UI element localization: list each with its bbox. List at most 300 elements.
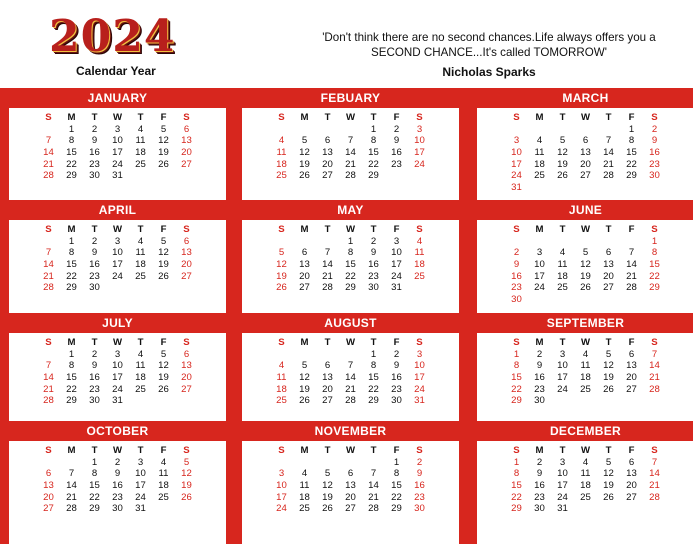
- day-cell: 6: [628, 348, 635, 360]
- day-cell: 5: [160, 235, 167, 247]
- weekday-header: S: [278, 337, 285, 348]
- day-cell: 10: [511, 147, 522, 159]
- day-cell: 11: [276, 372, 287, 384]
- day-cell: 10: [112, 135, 123, 147]
- day-cell: 15: [649, 259, 660, 271]
- day-cell: 4: [278, 135, 285, 147]
- day-cell: 19: [299, 158, 310, 170]
- day-cell: 28: [43, 170, 54, 182]
- month-title: APRIL: [98, 203, 137, 217]
- day-cell: 25: [135, 383, 146, 395]
- day-cell: 1: [628, 123, 635, 135]
- month-body: [477, 333, 693, 421]
- day-cell: 18: [135, 259, 146, 271]
- weekday-header: W: [112, 337, 123, 348]
- day-cell: 15: [368, 147, 379, 159]
- day-cell: 9: [393, 135, 400, 147]
- day-cell: 23: [511, 282, 522, 294]
- day-cell: 31: [414, 395, 425, 407]
- day-cell: 29: [345, 282, 356, 294]
- day-cell: 1: [68, 235, 75, 247]
- day-cell: 13: [322, 372, 333, 384]
- day-cell: 26: [181, 491, 192, 503]
- weekday-header: T: [559, 112, 566, 123]
- day-cell: 10: [414, 135, 425, 147]
- empty-cell: [37, 124, 60, 136]
- day-cell: 31: [391, 282, 402, 294]
- month-body: [9, 441, 226, 544]
- day-cell: 9: [91, 135, 98, 147]
- weekday-header: T: [559, 224, 566, 235]
- day-cell: 21: [345, 158, 356, 170]
- empty-cell: [293, 236, 316, 248]
- weekday-header: M: [67, 112, 76, 123]
- day-cell: 18: [580, 480, 591, 492]
- day-cell: 11: [135, 135, 146, 147]
- weekday-header: T: [91, 337, 98, 348]
- day-cell: 23: [414, 491, 425, 503]
- day-cell: 25: [414, 270, 425, 282]
- weekday-header: T: [605, 224, 612, 235]
- day-cell: 28: [368, 503, 379, 515]
- day-cell: 31: [112, 170, 123, 182]
- day-cell: 5: [183, 456, 190, 468]
- day-cell: 17: [112, 259, 123, 271]
- day-cell: 19: [322, 491, 333, 503]
- day-cell: 8: [393, 468, 400, 480]
- day-cell: 15: [66, 259, 77, 271]
- day-cell: 4: [536, 135, 543, 147]
- day-cell: 14: [43, 259, 54, 271]
- weekday-header: S: [278, 224, 285, 235]
- day-cell: 14: [345, 147, 356, 159]
- day-cell: 19: [603, 372, 614, 384]
- weekday-header: W: [345, 337, 356, 348]
- day-cell: 5: [605, 456, 612, 468]
- month-body: [9, 333, 226, 421]
- day-cell: 23: [368, 270, 379, 282]
- month-title: JANUARY: [87, 91, 148, 105]
- empty-cell: [316, 457, 339, 469]
- day-cell: 6: [628, 456, 635, 468]
- weekday-header: F: [628, 224, 635, 235]
- day-cell: 16: [534, 480, 545, 492]
- day-cell: 31: [557, 503, 568, 515]
- day-cell: 13: [299, 259, 310, 271]
- day-cell: 21: [43, 270, 54, 282]
- day-cell: 19: [158, 259, 169, 271]
- day-cell: 18: [135, 147, 146, 159]
- day-cell: 10: [557, 360, 568, 372]
- day-cell: 1: [651, 235, 658, 247]
- day-cell: 16: [391, 372, 402, 384]
- day-cell: 26: [322, 503, 333, 515]
- weekday-header: T: [137, 337, 144, 348]
- weekday-header: S: [513, 112, 520, 123]
- weekday-header: W: [580, 112, 591, 123]
- weekday-header: F: [393, 337, 400, 348]
- day-cell: 1: [370, 123, 377, 135]
- day-cell: 12: [299, 147, 310, 159]
- weekday-header: W: [112, 224, 123, 235]
- month-june: [477, 200, 693, 313]
- day-cell: 16: [112, 480, 123, 492]
- empty-cell: [551, 236, 574, 248]
- day-cell: 28: [649, 491, 660, 503]
- day-cell: 2: [114, 456, 121, 468]
- weekday-header: T: [605, 112, 612, 123]
- day-cell: 8: [68, 247, 75, 259]
- day-grid: [37, 337, 198, 407]
- day-cell: 5: [559, 135, 566, 147]
- day-grid: [270, 337, 431, 407]
- day-cell: 20: [580, 158, 591, 170]
- day-cell: 14: [603, 147, 614, 159]
- day-cell: 27: [603, 282, 614, 294]
- day-cell: 11: [580, 468, 591, 480]
- day-cell: 12: [181, 468, 192, 480]
- day-cell: 25: [580, 383, 591, 395]
- day-cell: 5: [160, 123, 167, 135]
- day-cell: 26: [299, 395, 310, 407]
- day-cell: 29: [66, 395, 77, 407]
- day-cell: 27: [626, 383, 637, 395]
- day-cell: 26: [158, 383, 169, 395]
- month-september: [477, 313, 693, 421]
- day-cell: 12: [158, 360, 169, 372]
- day-cell: 6: [183, 123, 190, 135]
- day-cell: 30: [534, 395, 545, 407]
- day-cell: 2: [416, 456, 423, 468]
- day-cell: 26: [557, 170, 568, 182]
- day-cell: 1: [68, 348, 75, 360]
- day-cell: 27: [322, 395, 333, 407]
- weekday-header: M: [535, 445, 544, 456]
- day-cell: 3: [513, 135, 520, 147]
- day-cell: 1: [347, 235, 354, 247]
- day-cell: 24: [414, 158, 425, 170]
- day-cell: 31: [511, 182, 522, 194]
- day-cell: 11: [580, 360, 591, 372]
- day-cell: 6: [347, 468, 354, 480]
- day-cell: 28: [43, 282, 54, 294]
- day-cell: 22: [649, 270, 660, 282]
- day-cell: 27: [299, 282, 310, 294]
- day-cell: 24: [534, 282, 545, 294]
- weekday-header: S: [416, 112, 423, 123]
- month-body: [242, 220, 459, 313]
- day-cell: 12: [322, 480, 333, 492]
- weekday-header: M: [300, 224, 309, 235]
- weekday-header: F: [393, 112, 400, 123]
- day-cell: 17: [112, 147, 123, 159]
- weekday-header: F: [628, 337, 635, 348]
- day-cell: 3: [559, 456, 566, 468]
- day-cell: 30: [391, 395, 402, 407]
- day-cell: 14: [43, 372, 54, 384]
- day-cell: 2: [91, 235, 98, 247]
- day-cell: 22: [511, 491, 522, 503]
- weekday-header: M: [535, 337, 544, 348]
- day-cell: 28: [345, 170, 356, 182]
- day-cell: 7: [45, 247, 52, 259]
- day-cell: 22: [368, 383, 379, 395]
- day-cell: 23: [89, 383, 100, 395]
- day-cell: 24: [135, 491, 146, 503]
- month-march: [477, 88, 693, 200]
- day-cell: 29: [511, 395, 522, 407]
- day-cell: 26: [603, 383, 614, 395]
- day-cell: 2: [393, 123, 400, 135]
- weekday-header: M: [535, 112, 544, 123]
- day-cell: 16: [89, 372, 100, 384]
- empty-cell: [37, 457, 60, 469]
- day-grid: [505, 337, 666, 407]
- day-cell: 10: [534, 259, 545, 271]
- day-cell: 22: [626, 158, 637, 170]
- day-cell: 25: [135, 158, 146, 170]
- month-title: NOVEMBER: [314, 424, 387, 438]
- day-cell: 25: [158, 491, 169, 503]
- day-cell: 3: [137, 456, 144, 468]
- day-cell: 8: [68, 360, 75, 372]
- month-october: [9, 421, 226, 544]
- day-cell: 9: [416, 468, 423, 480]
- weekday-header: S: [513, 337, 520, 348]
- day-cell: 5: [582, 247, 589, 259]
- day-cell: 7: [45, 360, 52, 372]
- day-cell: 23: [89, 270, 100, 282]
- day-cell: 27: [181, 270, 192, 282]
- day-cell: 17: [557, 480, 568, 492]
- empty-cell: [574, 236, 597, 248]
- day-cell: 7: [651, 348, 658, 360]
- weekday-header: T: [137, 445, 144, 456]
- day-cell: 20: [603, 270, 614, 282]
- day-cell: 8: [370, 135, 377, 147]
- empty-cell: [362, 457, 385, 469]
- day-cell: 3: [416, 348, 423, 360]
- day-cell: 30: [534, 503, 545, 515]
- day-cell: 3: [114, 235, 121, 247]
- day-cell: 3: [114, 123, 121, 135]
- day-cell: 23: [534, 491, 545, 503]
- day-cell: 2: [651, 123, 658, 135]
- day-cell: 14: [626, 259, 637, 271]
- day-cell: 11: [135, 247, 146, 259]
- day-cell: 10: [391, 247, 402, 259]
- day-cell: 3: [278, 468, 285, 480]
- month-body: [9, 220, 226, 313]
- weekday-header: T: [559, 337, 566, 348]
- day-cell: 31: [135, 503, 146, 515]
- weekday-header: T: [91, 224, 98, 235]
- day-cell: 26: [580, 282, 591, 294]
- day-cell: 18: [276, 383, 287, 395]
- empty-cell: [505, 236, 528, 248]
- day-cell: 29: [649, 282, 660, 294]
- day-cell: 21: [322, 270, 333, 282]
- day-cell: 25: [557, 282, 568, 294]
- weekday-header: S: [45, 224, 52, 235]
- day-cell: 4: [582, 348, 589, 360]
- day-cell: 25: [299, 503, 310, 515]
- day-cell: 15: [89, 480, 100, 492]
- day-cell: 4: [160, 456, 167, 468]
- weekday-header: T: [605, 337, 612, 348]
- day-cell: 12: [580, 259, 591, 271]
- day-cell: 16: [89, 259, 100, 271]
- day-cell: 23: [391, 383, 402, 395]
- month-febuary: [242, 88, 459, 200]
- day-cell: 11: [414, 247, 425, 259]
- day-cell: 28: [649, 383, 660, 395]
- month-body: [9, 108, 226, 200]
- day-cell: 5: [324, 468, 331, 480]
- day-cell: 1: [513, 456, 520, 468]
- day-cell: 14: [649, 468, 660, 480]
- day-cell: 17: [534, 270, 545, 282]
- weekday-header: S: [651, 224, 658, 235]
- day-cell: 5: [301, 135, 308, 147]
- day-cell: 29: [391, 503, 402, 515]
- day-cell: 3: [416, 123, 423, 135]
- empty-cell: [505, 124, 528, 136]
- year-title: 2024: [49, 11, 176, 62]
- day-cell: 14: [322, 259, 333, 271]
- day-cell: 28: [322, 282, 333, 294]
- weekday-header: M: [535, 224, 544, 235]
- day-cell: 24: [112, 158, 123, 170]
- weekday-header: M: [300, 112, 309, 123]
- day-cell: 30: [414, 503, 425, 515]
- weekday-header: S: [45, 337, 52, 348]
- day-cell: 5: [605, 348, 612, 360]
- day-cell: 4: [301, 468, 308, 480]
- empty-cell: [316, 349, 339, 361]
- month-title: MAY: [337, 203, 364, 217]
- day-cell: 29: [368, 395, 379, 407]
- day-cell: 31: [112, 395, 123, 407]
- weekday-header: S: [45, 112, 52, 123]
- weekday-header: W: [345, 224, 356, 235]
- day-cell: 8: [68, 135, 75, 147]
- day-cell: 28: [626, 282, 637, 294]
- day-cell: 15: [66, 372, 77, 384]
- day-cell: 18: [299, 491, 310, 503]
- day-cell: 10: [135, 468, 146, 480]
- weekday-header: T: [137, 112, 144, 123]
- day-cell: 11: [534, 147, 545, 159]
- day-cell: 20: [181, 259, 192, 271]
- empty-cell: [339, 124, 362, 136]
- weekday-header: S: [278, 112, 285, 123]
- weekday-header: M: [67, 337, 76, 348]
- day-cell: 2: [536, 456, 543, 468]
- empty-cell: [270, 349, 293, 361]
- day-cell: 29: [89, 503, 100, 515]
- day-cell: 5: [160, 348, 167, 360]
- empty-cell: [316, 236, 339, 248]
- empty-cell: [528, 236, 551, 248]
- day-cell: 2: [513, 247, 520, 259]
- weekday-header: F: [160, 112, 167, 123]
- day-cell: 13: [603, 259, 614, 271]
- day-cell: 9: [370, 247, 377, 259]
- weekday-header: W: [580, 337, 591, 348]
- day-cell: 25: [135, 270, 146, 282]
- day-cell: 9: [91, 360, 98, 372]
- weekday-header: T: [91, 445, 98, 456]
- month-title: DECEMBER: [549, 424, 622, 438]
- day-cell: 19: [158, 372, 169, 384]
- day-cell: 18: [135, 372, 146, 384]
- day-cell: 1: [370, 348, 377, 360]
- empty-cell: [37, 236, 60, 248]
- month-title: MARCH: [562, 91, 609, 105]
- day-cell: 13: [181, 135, 192, 147]
- day-cell: 27: [580, 170, 591, 182]
- day-cell: 23: [391, 158, 402, 170]
- day-cell: 4: [137, 348, 144, 360]
- day-cell: 17: [511, 158, 522, 170]
- empty-cell: [60, 457, 83, 469]
- day-cell: 15: [511, 480, 522, 492]
- month-title: FEBUARY: [320, 91, 381, 105]
- day-cell: 27: [181, 158, 192, 170]
- empty-cell: [551, 124, 574, 136]
- day-cell: 20: [626, 480, 637, 492]
- weekday-header: S: [278, 445, 285, 456]
- day-cell: 1: [393, 456, 400, 468]
- day-cell: 22: [345, 270, 356, 282]
- day-cell: 24: [557, 491, 568, 503]
- weekday-header: W: [345, 445, 356, 456]
- day-cell: 2: [393, 348, 400, 360]
- weekday-header: T: [559, 445, 566, 456]
- day-cell: 28: [66, 503, 77, 515]
- day-cell: 2: [370, 235, 377, 247]
- day-cell: 18: [276, 158, 287, 170]
- day-cell: 16: [534, 372, 545, 384]
- quote-author: Nicholas Sparks: [442, 65, 536, 79]
- month-january: [9, 88, 226, 200]
- day-cell: 13: [322, 147, 333, 159]
- day-cell: 9: [513, 259, 520, 271]
- day-cell: 27: [322, 170, 333, 182]
- month-title: JUNE: [568, 203, 603, 217]
- day-cell: 4: [278, 360, 285, 372]
- day-cell: 2: [536, 348, 543, 360]
- weekday-header: W: [580, 224, 591, 235]
- day-cell: 30: [649, 170, 660, 182]
- day-cell: 17: [557, 372, 568, 384]
- day-cell: 20: [299, 270, 310, 282]
- day-cell: 10: [557, 468, 568, 480]
- day-cell: 19: [276, 270, 287, 282]
- day-cell: 16: [391, 147, 402, 159]
- empty-cell: [293, 349, 316, 361]
- day-cell: 24: [112, 270, 123, 282]
- day-cell: 10: [276, 480, 287, 492]
- day-grid: [37, 445, 198, 515]
- month-august: [242, 313, 459, 421]
- day-cell: 2: [91, 348, 98, 360]
- day-cell: 11: [557, 259, 568, 271]
- weekday-header: W: [345, 112, 356, 123]
- weekday-header: W: [112, 445, 123, 456]
- month-may: [242, 200, 459, 313]
